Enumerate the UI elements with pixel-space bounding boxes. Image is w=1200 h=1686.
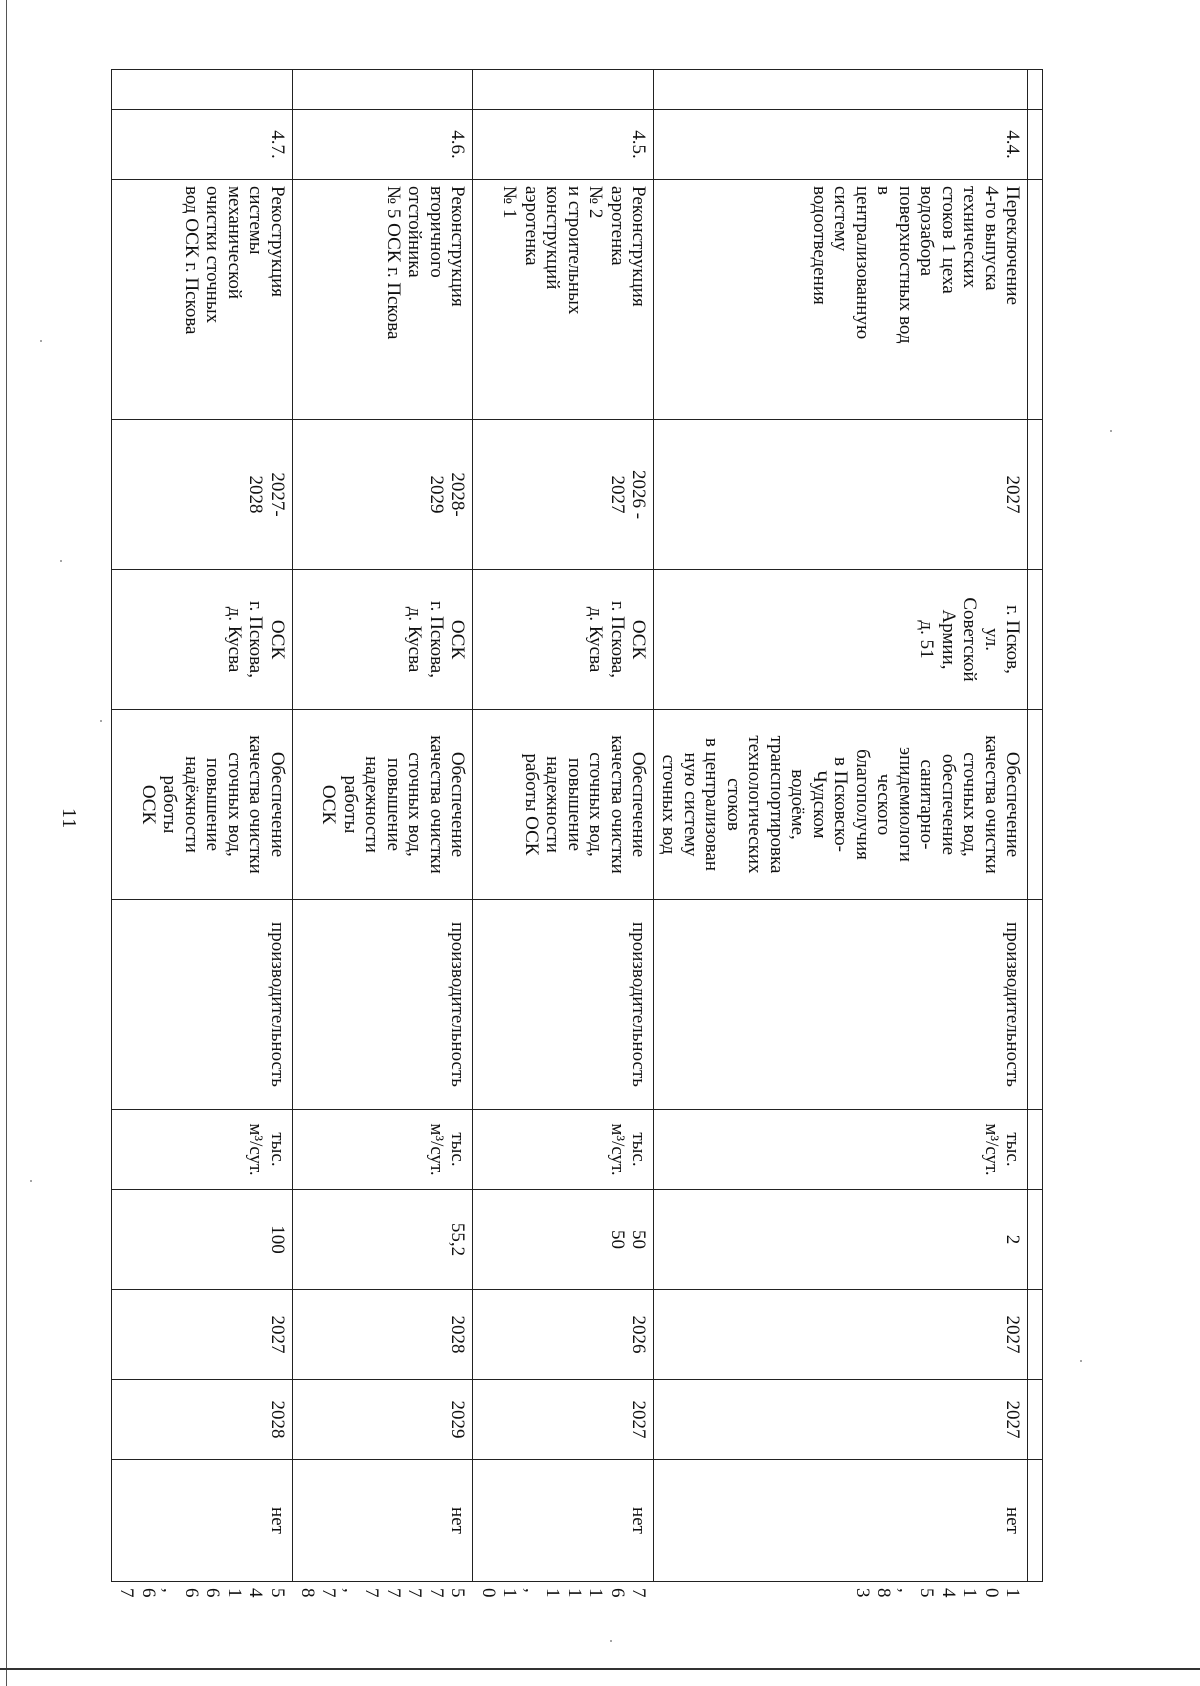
measure-name: Реконструкция вторичного отстойника № 5 ОСК г. Пскова <box>292 180 473 420</box>
page-number: 11 <box>58 808 80 830</box>
page-border-bottom <box>0 1668 1200 1670</box>
implementation-period: 2027 <box>654 420 1028 570</box>
value: 50 50 <box>473 1190 654 1290</box>
indicator: производительность <box>654 900 1028 1110</box>
indicator: производительность <box>292 900 473 1110</box>
year-start: 2027 <box>654 1290 1028 1380</box>
table-row: 4.6. Реконструкция вторичного отстойника № 5 ОСК г. Пскова 2028- 2029 ОСК г. Пскова, д. Кусва Обеспечение качества очистки сточных вод, повышение надежности работы ОСК производительность тыс. м³/сут. 55,2 2028 2029 нет 57 777,78 <box>292 70 473 1582</box>
measures-table <box>111 69 1043 1598</box>
goal: Обеспечение качества очистки сточных вод, обеспечение санитарно- эпидемиологи ческого благополучия в Псковско- Чудском водоёме, транспортировка технологических стоков в централизован ную систему сточных вод <box>654 710 1028 900</box>
table-row: 4.5. Реконструкция аэротенка № 2 и строительных конструкций аэротенка № 1 2026 - 2027 ОСК г. Пскова, д. Кусва Обеспечение качества очистки сточных вод, повышение надежности работы ОСК производительность тыс. м³/сут. 50 50 2026 2027 нет 76 111,10 <box>473 70 654 1582</box>
row-gap-cell <box>292 70 473 110</box>
implementation-period: 2028- 2029 <box>292 420 473 570</box>
page-border-left <box>6 0 7 1686</box>
year-start: 2027 <box>111 1290 292 1380</box>
value: 2 <box>654 1190 1028 1290</box>
scan-speck <box>100 720 102 722</box>
year-end: 2027 <box>654 1380 1028 1460</box>
value: 100 <box>111 1190 292 1290</box>
location: ОСК г. Пскова, д. Кусва <box>292 570 473 710</box>
scan-speck <box>60 560 62 562</box>
unit: тыс. м³/сут. <box>292 1110 473 1190</box>
goal: Обеспечение качества очистки сточных вод, повышение надёжности работы ОСК <box>111 710 292 900</box>
location: ОСК г. Пскова, д. Кусва <box>111 570 292 710</box>
unit: тыс. м³/сут. <box>654 1110 1028 1190</box>
measure-name: Переключение 4-го выпуска технических стоков 1 цеха водозабора поверхностных вод в централизованную систему водоотведения <box>654 180 1028 420</box>
location: ОСК г. Пскова, д. Кусва <box>473 570 654 710</box>
implementation-period: 2026 - 2027 <box>473 420 654 570</box>
table-header-strip <box>1028 70 1043 1582</box>
scan-speck <box>1080 1360 1082 1362</box>
condition: нет <box>292 1460 473 1582</box>
year-start: 2028 <box>292 1290 473 1380</box>
measure-name: Реконструкция аэротенка № 2 и строительных конструкций аэротенка № 1 <box>473 180 654 420</box>
row-number: 4.4. <box>654 110 1028 180</box>
indicator: производительность <box>473 900 654 1110</box>
condition: нет <box>654 1460 1028 1582</box>
year-end: 2028 <box>111 1380 292 1460</box>
scan-speck <box>30 1180 32 1182</box>
row-gap-cell <box>473 70 654 110</box>
year-start: 2026 <box>473 1290 654 1380</box>
implementation-period: 2027- 2028 <box>111 420 292 570</box>
row-gap-cell <box>654 70 1028 110</box>
location: г. Псков, ул. Советской Армии, д. 51 <box>654 570 1028 710</box>
condition: нет <box>111 1460 292 1582</box>
year-end: 2029 <box>292 1380 473 1460</box>
year-end: 2027 <box>473 1380 654 1460</box>
goal: Обеспечение качества очистки сточных вод, повышение надежности работы ОСК <box>473 710 654 900</box>
table-row: 4.7. Рекострукция системы механической очистки сточных вод ОСК г. Пскова 2027- 2028 ОСК г. Пскова, д. Кусва Обеспечение качества очистки сточных вод, повышение надёжности работы ОСК производительность тыс. м³/сут. 100 2027 2028 нет 54 166,67 <box>111 70 292 1582</box>
table-row: 4.4. Переключение 4-го выпуска технических стоков 1 цеха водозабора поверхностных вод в централизованную систему водоотведения 2027 г. Псков, ул. Советской Армии, д. 51 Обеспечение качества очистки сточных вод, обеспечение санитарно- эпидемиологи ческого благополучия в Псковско- Чудском водоёме, транспортировка технологических стоков в централизован ную систему сточных вод производительность тыс. м³/сут. 2 2027 2027 нет 10 145,83 <box>654 70 1028 1582</box>
row-number: 4.5. <box>473 110 654 180</box>
value: 55,2 <box>292 1190 473 1290</box>
scan-speck <box>1110 430 1112 432</box>
indicator: производительность <box>111 900 292 1110</box>
scan-speck <box>40 340 42 342</box>
goal: Обеспечение качества очистки сточных вод, повышение надежности работы ОСК <box>292 710 473 900</box>
scan-speck <box>610 1640 612 1642</box>
rotated-table-wrapper <box>116 69 1043 1598</box>
condition: нет <box>473 1460 654 1582</box>
row-number: 4.7. <box>111 110 292 180</box>
row-gap-cell <box>111 70 292 110</box>
unit: тыс. м³/сут. <box>111 1110 292 1190</box>
measure-name: Рекострукция системы механической очистки сточных вод ОСК г. Пскова <box>111 180 292 420</box>
unit: тыс. м³/сут. <box>473 1110 654 1190</box>
row-number: 4.6. <box>292 110 473 180</box>
